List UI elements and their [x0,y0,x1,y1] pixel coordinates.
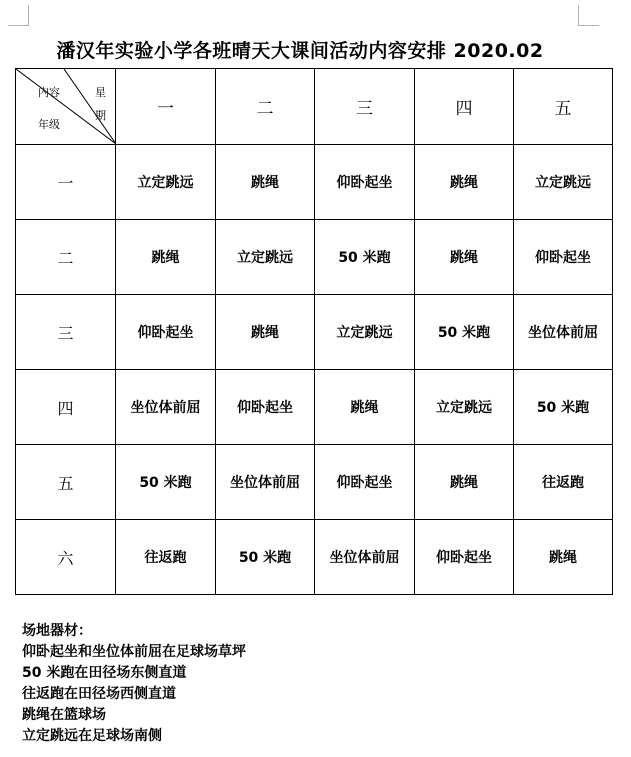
activity-cell: 立定跳远 [315,295,415,370]
activity-cell: 坐位体前屈 [514,295,613,370]
activity-cell: 仰卧起坐 [315,145,415,220]
activity-cell: 50 米跑 [415,295,514,370]
activity-cell: 坐位体前屈 [315,520,415,595]
activity-cell: 50 米跑 [514,370,613,445]
activity-cell: 50 米跑 [315,220,415,295]
corner-content-label: 内容 [38,86,60,99]
notes-line: 50 米跑在田径场东侧直道 [22,665,187,681]
table-row [16,445,613,520]
activity-cell: 跳绳 [116,220,216,295]
activity-cell: 往返跑 [116,520,216,595]
day-header-fri: 五 [514,69,613,145]
table-header-row [16,69,613,145]
activity-cell: 仰卧起坐 [216,370,315,445]
grade-cell: 六 [16,520,116,595]
day-header-wed: 三 [315,69,415,145]
activity-cell: 跳绳 [216,145,315,220]
grade-cell: 四 [16,370,116,445]
activity-cell: 坐位体前屈 [216,445,315,520]
day-header-thu: 四 [415,69,514,145]
activity-cell: 50 米跑 [116,445,216,520]
day-header-tue: 二 [216,69,315,145]
activity-cell: 立定跳远 [116,145,216,220]
activity-cell: 立定跳远 [216,220,315,295]
notes-line: 往返跑在田径场西侧直道 [22,686,176,702]
activity-cell: 跳绳 [216,295,315,370]
table-row [16,295,613,370]
activity-cell: 往返跑 [514,445,613,520]
activity-cell: 仰卧起坐 [514,220,613,295]
table-row [16,520,613,595]
page-corner-mark-right [578,5,599,26]
corner-grade-label: 年级 [38,118,60,131]
notes-heading: 场地器材： [22,623,92,639]
document-title: 潘汉年实验小学各班晴天大课间活动内容安排 2020.02 [56,40,544,62]
grade-cell: 三 [16,295,116,370]
table-row [16,370,613,445]
activity-cell: 仰卧起坐 [315,445,415,520]
activity-cell: 仰卧起坐 [116,295,216,370]
activity-cell: 跳绳 [415,220,514,295]
activity-cell: 仰卧起坐 [415,520,514,595]
notes-line: 仰卧起坐和坐位体前屈在足球场草坪 [22,644,246,660]
activity-cell: 跳绳 [315,370,415,445]
schedule-table [15,68,613,595]
activity-cell: 立定跳远 [514,145,613,220]
grade-cell: 五 [16,445,116,520]
activity-cell: 立定跳远 [415,370,514,445]
table-row [16,220,613,295]
notes-line: 立定跳远在足球场南侧 [22,728,162,744]
activity-cell: 50 米跑 [216,520,315,595]
page-corner-mark-left [8,5,29,26]
corner-qi-label: 期 [95,109,106,122]
activity-cell: 跳绳 [514,520,613,595]
grade-cell: 二 [16,220,116,295]
equipment-notes [22,621,246,747]
day-header-mon: 一 [116,69,216,145]
corner-xing-label: 星 [95,86,106,99]
notes-line: 跳绳在篮球场 [22,707,106,723]
corner-header-cell [16,69,116,145]
activity-cell: 跳绳 [415,145,514,220]
grade-cell: 一 [16,145,116,220]
table-row [16,145,613,220]
activity-cell: 坐位体前屈 [116,370,216,445]
activity-cell: 跳绳 [415,445,514,520]
